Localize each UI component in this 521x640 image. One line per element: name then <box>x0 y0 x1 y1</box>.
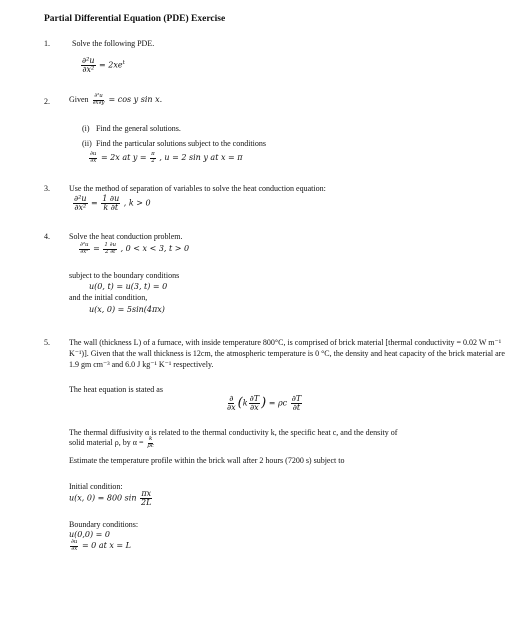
q3-f1-den: ∂x² <box>74 203 87 212</box>
q1-eq-rhs: = 2xe <box>99 60 123 70</box>
q2-given-label: Given <box>69 94 89 104</box>
q3-eq: = <box>91 198 98 208</box>
q4-number: 4. <box>44 232 50 241</box>
q5-bc1: u(0,0) = 0 <box>69 530 110 539</box>
q5-he-k: k <box>242 398 248 408</box>
q3-text: Use the method of separation of variables to solve the heat conduction equation: <box>69 184 326 193</box>
q2-number: 2. <box>44 97 50 106</box>
q1-eq-den: ∂x² <box>82 65 95 74</box>
q4-ic: u(x, 0) = 5sin(4πx) <box>89 305 165 314</box>
q5-bc-label: Boundary conditions: <box>69 520 139 529</box>
q5-he-dt: ∂t <box>292 403 301 412</box>
q4-ic-label: and the initial condition, <box>69 293 148 302</box>
q5-ic-num: πx <box>141 489 152 498</box>
page-title: Partial Differential Equation (PDE) Exercise <box>44 14 226 24</box>
q2-cond-pi-den: 2 <box>151 157 155 164</box>
q4-f1-num: ∂²u <box>80 242 89 248</box>
q5-heat-equation: $\frac{\partial}{\partial x}$ (k $\frac{\partial T}{\partial x}$ ) = ρc $\frac{\partial T}{\partial t}$ <box>227 394 302 412</box>
q5-ic <box>69 490 153 507</box>
q2-cond-den: ∂x <box>90 157 97 164</box>
q2-cond-pi-num: π <box>151 151 155 157</box>
q1-eq-sup: t <box>122 59 125 66</box>
q1-eq-num: ∂²u <box>82 56 95 65</box>
q5-he-dT2: ∂T <box>291 394 302 403</box>
q1-number: 1. <box>44 39 50 48</box>
q5-paragraph-2a: The thermal diffusivity α is related to the thermal conductivity k, the specific heat c, and the density of <box>69 428 398 437</box>
q4-text: Solve the heat conduction problem. <box>69 232 183 241</box>
q2-frac-den: ∂x∂y <box>92 99 105 106</box>
q2-given <box>69 94 162 106</box>
q5-he-d: ∂ <box>229 394 234 403</box>
q5-bc2-num: ∂u <box>71 539 78 545</box>
q5-he-dx: ∂x <box>227 403 236 412</box>
q2-cond-b: , u = 2 sin y at x = π <box>159 153 243 162</box>
q2-ii-text: Find the particular solutions subject to the conditions <box>96 139 266 148</box>
q2-frac-num: ∂²u <box>94 93 103 99</box>
q1-text: Solve the following PDE. <box>72 39 155 48</box>
q2-cond-num: ∂u <box>90 151 97 157</box>
q2-condition <box>88 152 243 164</box>
q4-bc: u(0, t) = u(3, t) = 0 <box>89 282 168 291</box>
q3-number: 3. <box>44 184 50 193</box>
q5-ic-den: 2L <box>141 498 152 507</box>
q2-ii-label: (ii) <box>82 139 92 148</box>
q5-paragraph-2b <box>69 437 156 449</box>
q2-i-text: Find the general solutions. <box>96 124 181 133</box>
q4-f2-num: 1 ∂u <box>104 242 117 248</box>
q4-f2-den: 2 ∂t <box>105 248 116 255</box>
q1-equation <box>80 57 125 74</box>
q5-bc2-tail: = 0 at x = L <box>81 541 131 550</box>
q3-equation <box>72 195 151 212</box>
q5-alpha-den: ρc <box>147 442 154 449</box>
q5-bc2 <box>69 540 131 552</box>
q5-heat-label: The heat equation is stated as <box>69 385 163 394</box>
q4-f1-den: ∂x² <box>80 248 89 255</box>
q5-number: 5. <box>44 338 50 347</box>
q5-he-dx2: ∂x <box>250 403 259 412</box>
q2-i-label: (i) <box>82 124 90 133</box>
q5-he-eq: = ρc <box>268 398 288 408</box>
q5-paragraph-1: The wall (thickness L) of a furnace, with inside temperature 800°C, is comprised of brick material [thermal conductivity = 0.02 W m⁻¹ K⁻¹)]. Given that the wall thickness is 12cm, the atmospheric temperature is 0 °C, the density and heat capacity of the brick material are 1.9 gm cm⁻³ and 6.0 J kg⁻¹ K⁻¹ respectively. <box>69 338 505 369</box>
q3-f2-num: 1 ∂u <box>102 194 120 203</box>
q2-cond-a: = 2x at y = <box>100 153 147 162</box>
q4-equation <box>78 243 189 255</box>
q5-he-dT: ∂T <box>249 394 260 403</box>
q5-ic-label: Initial condition: <box>69 482 123 491</box>
q5-alpha-num: k <box>148 436 153 442</box>
q5-bc2-den: ∂x <box>71 545 78 552</box>
q4-eq: = <box>93 244 100 253</box>
q3-f1-num: ∂²u <box>74 194 87 203</box>
q4-tail: , 0 < x < 3, t > 0 <box>120 244 190 253</box>
q5-p2b-text: solid material ρ, by α = <box>69 437 144 447</box>
q2-rhs: = cos y sin x. <box>108 94 163 104</box>
q3-tail: , k > 0 <box>123 198 151 208</box>
q5-ic-lhs: u(x, 0) = 800 sin <box>69 493 137 503</box>
q3-f2-den: k ∂t <box>103 203 119 212</box>
q5-paragraph-3: Estimate the temperature profile within the brick wall after 2 hours (7200 s) subject to <box>69 456 345 465</box>
q4-bc-label: subject to the boundary conditions <box>69 271 180 280</box>
